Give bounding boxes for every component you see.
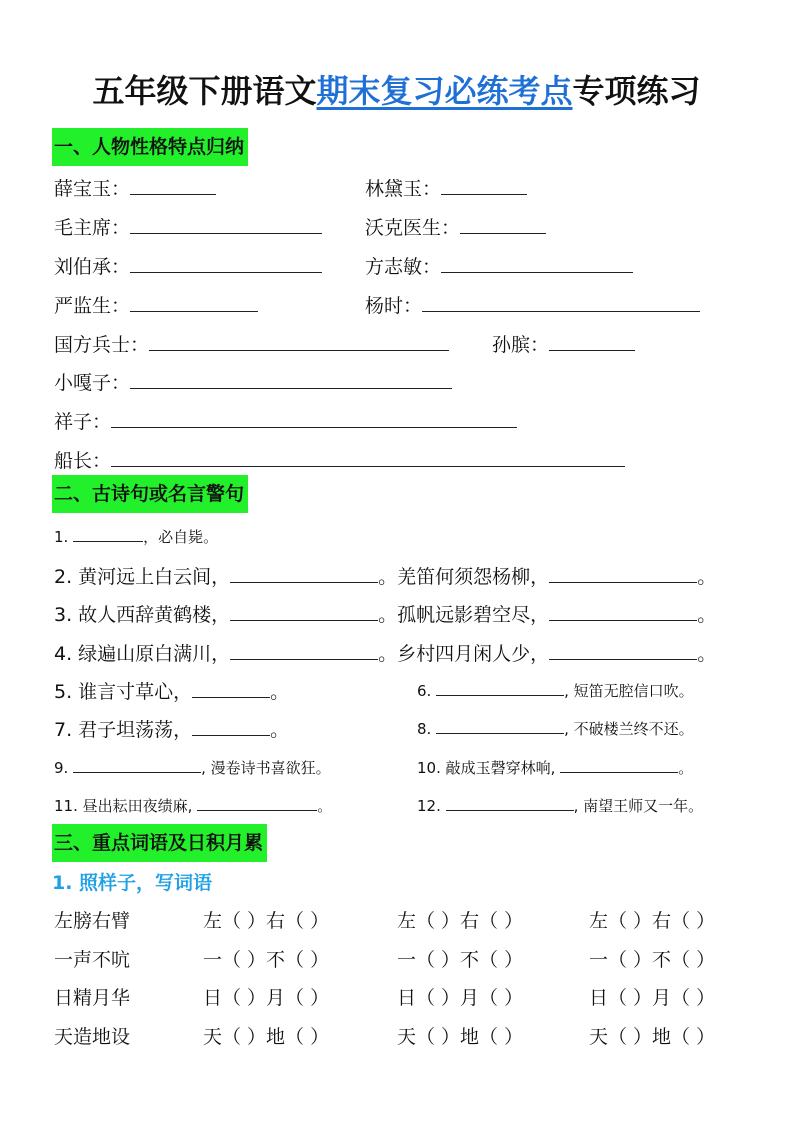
poem-item: 10. 敲成玉磬穿林响, 。 — [417, 755, 693, 781]
character-item: 沃克医生： — [365, 213, 546, 241]
poem-item: 12. , 南望王师又一年。 — [417, 793, 703, 819]
character-item: 严监生： — [54, 291, 258, 319]
example-word: 日精月华 — [54, 987, 131, 1009]
subsection-title: 1. 照样子，写词语 — [52, 872, 213, 894]
character-item: 林黛玉： — [365, 174, 527, 202]
answer-blank[interactable] — [111, 407, 517, 428]
answer-blank[interactable] — [441, 174, 527, 195]
answer-blank[interactable] — [130, 213, 322, 234]
answer-blank[interactable] — [436, 679, 564, 696]
answer-blank[interactable] — [192, 715, 270, 736]
title-highlight: 期末复习必练考点 — [316, 72, 573, 110]
answer-blank[interactable] — [460, 213, 546, 234]
fill-pattern[interactable]: 日（ ）月（ ） — [203, 987, 330, 1009]
answer-blank[interactable] — [549, 639, 697, 660]
fill-pattern[interactable]: 天（ ）地（ ） — [203, 1026, 330, 1048]
character-item: 祥子： — [54, 407, 517, 435]
answer-blank[interactable] — [230, 600, 378, 621]
fill-pattern[interactable]: 一（ ）不（ ） — [589, 949, 716, 971]
character-item: 国方兵士： — [54, 330, 449, 358]
answer-blank[interactable] — [192, 677, 270, 698]
answer-blank[interactable] — [230, 639, 378, 660]
fill-pattern[interactable]: 左（ ）右（ ） — [203, 910, 330, 932]
fill-pattern[interactable]: 天（ ）地（ ） — [589, 1026, 716, 1048]
fill-pattern[interactable]: 天（ ）地（ ） — [397, 1026, 524, 1048]
fill-pattern[interactable]: 左（ ）右（ ） — [589, 910, 716, 932]
answer-blank[interactable] — [560, 756, 678, 773]
answer-blank[interactable] — [230, 562, 378, 583]
character-item: 薛宝玉： — [54, 174, 216, 202]
poem-item: 3. 故人西辞黄鹤楼， 。孤帆远影碧空尽， 。 — [54, 600, 716, 628]
character-item: 方志敏： — [365, 252, 633, 280]
poem-item: 1. ，必自毙。 — [54, 524, 218, 550]
example-word: 天造地设 — [54, 1026, 131, 1048]
title-suffix: 专项练习 — [572, 72, 701, 110]
poem-item: 8. , 不破楼兰终不还。 — [417, 716, 694, 742]
fill-pattern[interactable]: 左（ ）右（ ） — [397, 910, 524, 932]
section-heading-2: 二、古诗句或名言警句 — [52, 475, 248, 513]
poem-item: 9. , 漫卷诗书喜欲狂。 — [54, 755, 331, 781]
answer-blank[interactable] — [149, 330, 449, 351]
poem-item: 2. 黄河远上白云间， 。羌笛何须怨杨柳， 。 — [54, 562, 716, 590]
character-item: 船长： — [54, 446, 625, 474]
example-word: 一声不吭 — [54, 949, 131, 971]
character-item: 刘伯承： — [54, 252, 322, 280]
answer-blank[interactable] — [130, 252, 322, 273]
section-heading-3: 三、重点词语及日积月累 — [52, 824, 267, 862]
answer-blank[interactable] — [111, 446, 625, 467]
poem-item: 4. 绿遍山原白满川， 。乡村四月闲人少， 。 — [54, 639, 716, 667]
title-prefix: 五年级下册语文 — [92, 72, 317, 110]
answer-blank[interactable] — [436, 717, 564, 734]
answer-blank[interactable] — [549, 330, 635, 351]
section-heading-1: 一、人物性格特点归纳 — [52, 128, 248, 166]
poem-item: 7. 君子坦荡荡， 。 — [54, 715, 289, 743]
character-item: 孙膑： — [492, 330, 635, 358]
answer-blank[interactable] — [549, 600, 697, 621]
answer-blank[interactable] — [130, 291, 258, 312]
character-item: 小嘎子： — [54, 368, 452, 396]
answer-blank[interactable] — [197, 794, 317, 811]
answer-blank[interactable] — [73, 525, 143, 542]
poem-item: 5. 谁言寸草心， 。 — [54, 677, 289, 705]
answer-blank[interactable] — [130, 368, 452, 389]
fill-pattern[interactable]: 日（ ）月（ ） — [397, 987, 524, 1009]
answer-blank[interactable] — [549, 562, 697, 583]
answer-blank[interactable] — [422, 291, 700, 312]
answer-blank[interactable] — [446, 794, 574, 811]
fill-pattern[interactable]: 一（ ）不（ ） — [203, 949, 330, 971]
example-word: 左膀右臂 — [54, 910, 131, 932]
fill-pattern[interactable]: 日（ ）月（ ） — [589, 987, 716, 1009]
character-item: 杨时： — [365, 291, 700, 319]
answer-blank[interactable] — [441, 252, 633, 273]
poem-item: 6. , 短笛无腔信口吹。 — [417, 678, 694, 704]
answer-blank[interactable] — [130, 174, 216, 195]
answer-blank[interactable] — [73, 756, 201, 773]
poem-item: 11. 昼出耘田夜绩麻, 。 — [54, 793, 332, 819]
page-title — [0, 66, 793, 112]
fill-pattern[interactable]: 一（ ）不（ ） — [397, 949, 524, 971]
character-item: 毛主席： — [54, 213, 322, 241]
